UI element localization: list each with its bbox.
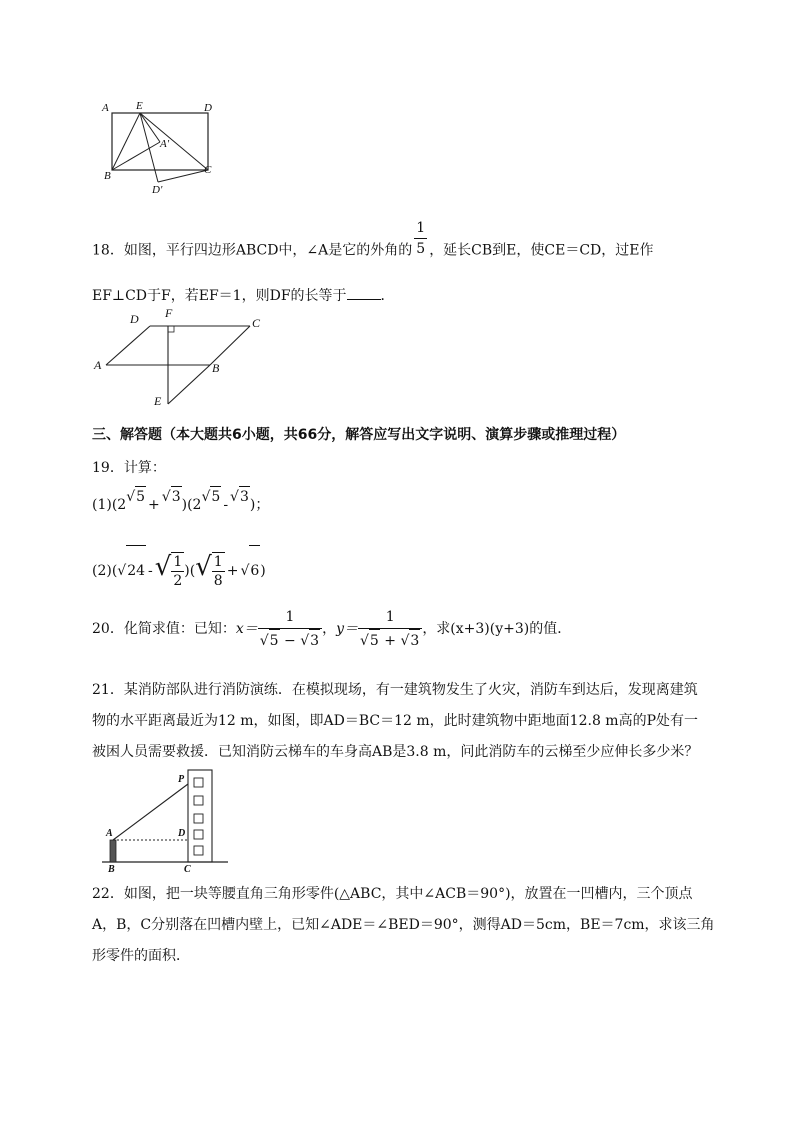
q19-number: 19．: [92, 460, 124, 476]
q19-p2-mid: )(: [184, 563, 196, 579]
x-equals: x＝: [235, 621, 258, 637]
sqrt-6: 6: [249, 545, 260, 596]
q19-part1: (1)(2√5 + √3)(2√5 - √3)；: [92, 494, 269, 515]
q21-line3: 被困人员需要救援．已知消防云梯车的车身高AB是3.8 m，问此消防车的云梯至少应伸长多少米？: [92, 744, 699, 760]
label-C: C: [252, 316, 261, 330]
label-B: B: [104, 170, 111, 182]
sqrt-5: 5: [135, 486, 146, 507]
label-F: F: [165, 306, 173, 320]
separator: ，: [322, 621, 337, 637]
sqrt-5: 5: [369, 629, 380, 652]
plus-sign: +: [148, 497, 160, 513]
label-D-prime: D': [152, 184, 163, 196]
q18-fraction: [414, 218, 427, 259]
label-D: D: [178, 828, 186, 839]
sqrt-3: 3: [409, 629, 420, 652]
label-E: E: [136, 100, 143, 112]
figure-17: [100, 98, 220, 198]
x-fraction: [258, 606, 322, 652]
label-E: E: [154, 394, 162, 408]
sqrt-3: 3: [239, 486, 250, 507]
frac-den: √5 + √3: [358, 629, 422, 652]
q21-line2: 物的水平距离最近为12 m，如图，即AD＝BC＝12 m，此时建筑物中距地面12.8 m高的P处有一: [92, 713, 698, 729]
label-D: D: [130, 312, 139, 326]
figure-21: [100, 764, 240, 876]
q18-frac-den: 5: [416, 241, 426, 257]
q19-p1-mid: )(2: [181, 497, 202, 513]
label-A: A: [106, 828, 113, 839]
label-A-prime: A': [160, 138, 170, 150]
y-equals: y＝: [336, 621, 358, 637]
sqrt-3: 3: [171, 486, 182, 507]
label-A: A: [102, 102, 109, 114]
frac-num: 1: [258, 606, 322, 629]
q18-line2: [92, 285, 395, 306]
frac-num: 1: [173, 554, 183, 570]
q18-frac-num: 1: [414, 218, 427, 239]
q20-text-a: 化简求值：已知：: [123, 621, 236, 637]
plus-sign: +: [226, 563, 239, 579]
label-C: C: [204, 164, 212, 176]
label-C: C: [184, 864, 191, 875]
figure-18: [92, 306, 267, 408]
q20-text-b: ，求(x+3)(y+3)的值．: [422, 621, 572, 637]
q19-p2-suffix: ): [260, 563, 266, 579]
q18-text-c: EF⊥CD于F，若EF＝1，则DF的长等于: [92, 288, 347, 304]
frac-den: 8: [213, 573, 223, 589]
q22-line3: 形零件的面积．: [92, 948, 190, 964]
sqrt-3: 3: [309, 629, 320, 652]
q19-part2: (2)(√24 -√ $\frac{1}{2}$ )(√ $\frac{1}{8}$ + √6): [92, 542, 266, 592]
sqrt-fraction-half: [171, 552, 184, 590]
figure-21-drawing: [100, 764, 240, 876]
sqrt-5: 5: [269, 629, 280, 652]
sqrt-fraction-eighth: [212, 552, 225, 590]
frac-den: 2: [173, 573, 183, 589]
q18-text-d: ．: [380, 288, 395, 304]
label-B: B: [108, 864, 115, 875]
q22-line1: 22．如图，把一块等腰直角三角形零件(△ABC，其中∠ACB＝90°)，放置在一凹槽内，三个顶点: [92, 886, 693, 902]
figure-18-drawing: [92, 306, 267, 408]
q19-p1-suffix: )；: [249, 497, 270, 513]
q18-number: 18．: [92, 242, 124, 259]
sqrt-24: 24: [126, 545, 146, 596]
frac-den: √5 − √3: [258, 629, 322, 652]
q18-line1: [92, 220, 654, 271]
q20-number: 20．: [92, 621, 124, 637]
frac-num: 1: [358, 606, 422, 629]
q21-line1: 21．某消防部队进行消防演练．在模拟现场，有一建筑物发生了火灾，消防车到达后，发现离建筑: [92, 682, 698, 698]
plus-sign: +: [384, 633, 397, 649]
q19-p2-prefix: (2)(: [92, 563, 118, 579]
q19-title-text: 计算：: [123, 460, 166, 476]
sqrt-5: 5: [210, 486, 221, 507]
label-B: B: [212, 361, 220, 375]
label-D: D: [204, 102, 212, 114]
minus-sign: -: [223, 497, 229, 513]
label-P: P: [178, 774, 185, 785]
frac-num: 1: [213, 554, 223, 570]
q20-line: [92, 604, 571, 654]
y-fraction: [358, 606, 422, 652]
answer-blank: [347, 285, 381, 300]
label-A: A: [94, 358, 102, 372]
q18-text-b: ，延长CB到E，使CE＝CD，过E作: [429, 242, 654, 259]
q22-line2: A，B，C分别落在凹槽内壁上，已知∠ADE＝∠BED＝90°，测得AD＝5cm，BE＝7cm，求该三角: [92, 917, 715, 933]
q19-title: [92, 458, 166, 478]
minus-sign: −: [284, 633, 296, 649]
q18-text-a: 如图，平行四边形ABCD中，∠A是它的外角的: [123, 242, 413, 259]
minus-sign: -: [148, 563, 153, 579]
q19-p1-prefix: (1)(2: [92, 497, 127, 513]
section-heading: 三、解答题（本大题共6小题，共66分，解答应写出文字说明、演算步骤或推理过程）: [92, 427, 626, 443]
